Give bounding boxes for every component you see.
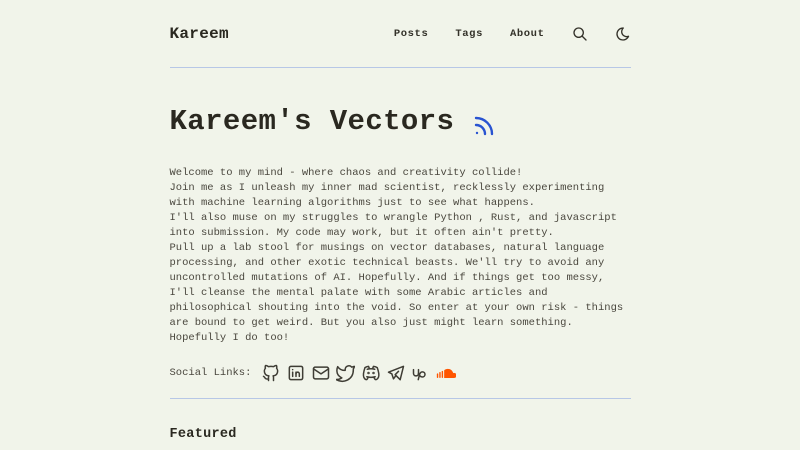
moon-icon [615, 26, 631, 42]
intro-paragraph: Join me as I unleash my inner mad scientist, recklessly experimenting with machine learning algorithms just to see what happens. [169, 182, 605, 209]
nav-about[interactable]: About [509, 28, 545, 40]
telegram-icon [386, 363, 406, 383]
section-divider [170, 398, 631, 399]
social-links-row [170, 363, 631, 383]
mail-icon [311, 363, 331, 383]
main-content [170, 104, 631, 444]
site-header [170, 24, 631, 44]
twitter-icon [336, 363, 356, 383]
intro-paragraph: Welcome to my mind - where chaos and creativity collide! [169, 167, 523, 179]
rss-icon [472, 114, 496, 138]
rss-link[interactable] [472, 114, 496, 138]
soundcloud-icon [436, 363, 456, 383]
search-icon [572, 26, 588, 42]
nav-posts[interactable]: Posts [393, 28, 429, 40]
github-link[interactable] [261, 363, 281, 383]
featured-heading: Featured [169, 427, 237, 442]
github-icon [261, 363, 281, 383]
discord-icon [361, 363, 381, 383]
intro-paragraph: I'll also muse on my struggles to wrangle Python , Rust, and javascript into submission. My code may work, but it often ain't pretty. [169, 212, 617, 239]
upwork-icon [411, 363, 431, 383]
page-title-text: Kareem's Vectors [169, 105, 455, 138]
theme-toggle-button[interactable] [615, 26, 631, 42]
header-divider [170, 67, 631, 68]
telegram-link[interactable] [386, 363, 406, 383]
nav-tags[interactable]: Tags [455, 28, 483, 40]
site-logo[interactable]: Kareem [169, 25, 229, 43]
upwork-link[interactable] [411, 363, 431, 383]
intro-paragraph: Pull up a lab stool for musings on vector databases, natural language processing, and other exotic technical beasts. We'll try to avoid any uncontrolled mutations of AI. Hopefully. And if things get too messy, I'll cleanse the mental palate with some Arabic articles and philosophical shouting into the void. So enter at your own risk - things are bound to get weird. But you also just might learn something. Hopefully I do too! [169, 242, 624, 344]
social-links-label: Social Links: [169, 367, 252, 379]
page-container [170, 0, 631, 444]
discord-link[interactable] [361, 363, 381, 383]
soundcloud-link[interactable] [436, 363, 456, 383]
linkedin-icon [286, 363, 306, 383]
linkedin-link[interactable] [286, 363, 306, 383]
twitter-link[interactable] [336, 363, 356, 383]
page-title [170, 104, 631, 140]
mail-link[interactable] [311, 363, 331, 383]
main-nav [394, 26, 631, 42]
search-button[interactable] [572, 26, 588, 42]
intro-text [170, 166, 631, 346]
